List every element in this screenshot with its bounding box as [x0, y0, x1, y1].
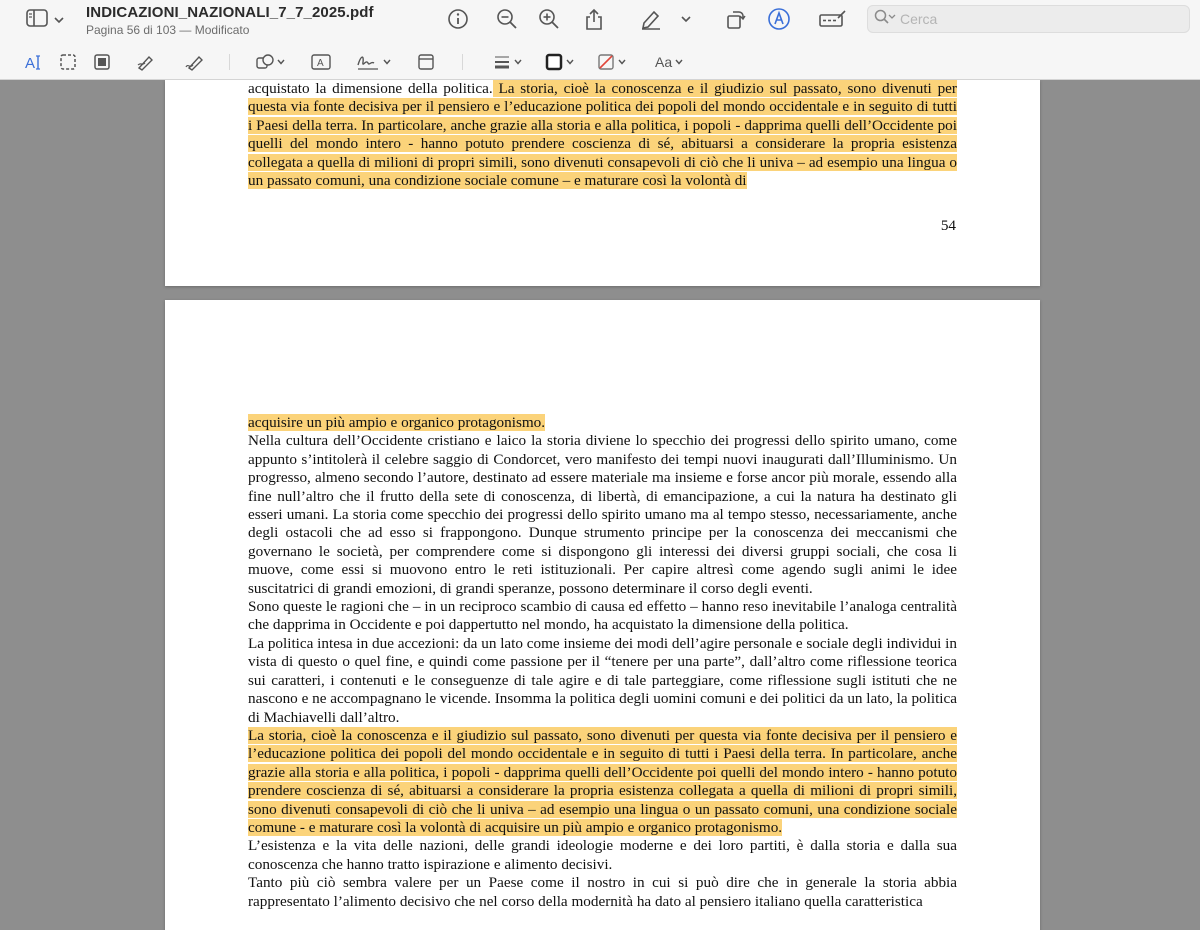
highlighted-text[interactable]: acquisire un più ampio e organico protagonismo.: [248, 414, 546, 431]
line-weight-icon: [493, 54, 511, 70]
highlighted-text[interactable]: La storia, cioè la conoscenza e il giudizio sul passato, sono divenuti per questa via fonte decisiva per il pensiero e l’educazione politica dei popoli del mondo occidentale e in seguito di tutti i Paesi della terra. In particolare, anche grazie alla storia e alla politica, i popoli - dapprima quelli dell’Occidente poi quelli del mondo intero - hanno potuto prendere coscienza di sé, abituarsi a considerare la propria esistenza collegata a quella di milioni di propri simili, sono divenuti consapevoli di ciò che li univa – ad esempio una lingua o un passato comuni, una condizione sociale comune – e maturare così la volontà di: [248, 80, 957, 190]
document-title: INDICAZIONI_NAZIONALI_7_7_2025.pdf: [86, 4, 374, 21]
pdf-page-55: [165, 300, 1040, 930]
info-icon: [447, 8, 469, 30]
paragraph: Nella cultura dell’Occidente cristiano e laico la storia diviene lo specchio dei progressi dello spirito umano, come appunto s’intitolerà il celebre saggio di Condorcet, vero manifesto dei tempi nuovi inaugurati dall’Illuminismo. Un progresso, almeno secondo l’autore, destinato ad essere materiale ma insieme e forse ancor più morale, essendo alla fine null’altro che il frutto della sete di conoscenza, di libertà, di emancipazione, a cui la natura ha destinato gli esseri umani. La storia come specchio dei progressi dello spirito umano ma al tempo stesso, necessariamente, anche degli ostacoli che ad esso si frappongono. Dunque strumento principe per la conoscenza dei meccanismi che governano le società, per comprendere come si dispongono gli interessi dei diversi gruppi sociali, che cosa li muove, come essi si muovono entro le reti istituzionali. Per capire altresì come agendo sugli animi le idee suscitatrici di grandi emozioni, di grandi speranze, possono determinare il corso degli eventi.: [248, 432, 957, 597]
text-box-tool[interactable]: [311, 51, 331, 73]
title-toolbar: [0, 0, 1200, 44]
svg-text:A: A: [317, 58, 324, 69]
search-input[interactable]: [900, 11, 1160, 27]
dashed-rectangle-icon: [59, 53, 77, 71]
paragraph: La politica intesa in due accezioni: da un lato come insieme dei modi dell’agire personale e sociale degli individui in vista di questo o quel fine, e quindi come passione per il “tenere per una parte”, dall’altro come riflessione teorica sui caratteri, i contenuti e le conseguenze di tale agire e di tale parteggiare, come riflessione sugli istituti che ne nascono e ne accompagnano le vicende. Insomma la politica degli uomini comuni e dei politici da un lato, la politica di Machiavelli dall’altro.: [248, 634, 957, 726]
paragraph: Sono queste le ragioni che – in un reciproco scambio di causa ed effetto – hanno reso inevitabile l’analoga centralità che dapprima in Occidente e poi dappertutto nel mondo, ha acquistato la dimensione della politica.: [248, 598, 957, 634]
page-number: 54: [940, 217, 956, 234]
chevron-down-icon: [566, 59, 574, 65]
share-icon: [584, 7, 604, 31]
document-title-block: [86, 4, 374, 37]
highlight-options-button[interactable]: [678, 6, 694, 32]
document-viewer[interactable]: [0, 80, 1200, 930]
draw-pen-icon: [184, 53, 204, 71]
chevron-down-icon: [681, 15, 691, 23]
fill-color-tool[interactable]: [597, 51, 626, 73]
chevron-down-icon: [514, 59, 522, 65]
border-color-icon: [545, 53, 563, 71]
chevron-down-icon: [383, 59, 391, 65]
form-fill-button[interactable]: [817, 6, 849, 32]
highlighted-text[interactable]: La storia, cioè la conoscenza e il giudizio sul passato, sono divenuti per questa via fonte decisiva per il pensiero e l’educazione politica dei popoli del mondo occidentale e in seguito di tutti i Paesi della terra. In particolare, anche grazie alla storia e alla politica, i popoli - dapprima quelli dell’Occidente poi quelli del mondo intero - hanno potuto prendere coscienza di sé, abituarsi a considerare la propria esistenza collegata a quella di milioni di propri simili, sono divenuti consapevoli di ciò che li univa – ad esempio una lingua o un passato comuni, una condizione sociale comune - e maturare così la volontà di acquisire un più ampio e organico protagonismo.: [248, 726, 957, 836]
note-window-icon: [417, 53, 435, 71]
shapes-tool[interactable]: [256, 51, 285, 73]
signature-tool[interactable]: [356, 51, 391, 73]
search-icon: [874, 9, 896, 30]
zoom-out-icon: [496, 8, 518, 30]
chevron-down-icon: [277, 59, 285, 65]
text-box-icon: [311, 54, 331, 70]
note-tool[interactable]: [417, 51, 435, 73]
text-style-tool[interactable]: [655, 51, 683, 73]
rotate-icon: [724, 8, 746, 30]
no-fill-icon: [597, 53, 615, 71]
paragraph-highlighted: [248, 727, 957, 837]
sidebar-icon: [26, 9, 48, 32]
paragraph: L’esistenza e la vita delle nazioni, delle grandi ideologie moderne e dei loro partiti, è dalla storia e dalla sua conoscenza che hanno tratto ispirazione e alimento decisivi.: [248, 837, 957, 873]
rotate-button[interactable]: [722, 6, 748, 32]
page-text: [248, 414, 957, 911]
rectangular-selection-tool[interactable]: [59, 51, 77, 73]
toolbar-divider: [462, 54, 463, 70]
info-button[interactable]: [445, 6, 471, 32]
document-subtitle: Pagina 56 di 103 — Modificato: [86, 23, 250, 37]
text-style-label: Aa: [655, 54, 673, 70]
shapes-icon: [256, 53, 274, 71]
text-cursor-icon: [24, 53, 42, 71]
zoom-in-button[interactable]: [536, 6, 562, 32]
highlight-button[interactable]: [638, 6, 664, 32]
markup-pen-circle-icon: [767, 7, 791, 31]
highlighter-pen-icon: [639, 8, 663, 30]
page-text: [248, 80, 957, 190]
text-selection-tool[interactable]: [24, 51, 42, 73]
markup-toolbar: [0, 44, 1200, 80]
toolbar-divider: [229, 54, 230, 70]
share-button[interactable]: [581, 6, 607, 32]
paragraph: Tanto più ciò sembra valere per un Paese come il nostro in cui si può dire che in generale la storia abbia rappresentato l’alimento decisivo che nel corso della modernità ha dato al pensiero italiano quella caratteristica: [248, 874, 957, 910]
svg-text:A: A: [25, 55, 36, 71]
shape-style-tool[interactable]: [493, 51, 522, 73]
chevron-down-icon: [675, 59, 683, 65]
sketch-pen-icon: [136, 53, 156, 71]
chevron-down-icon: [54, 11, 64, 29]
search-field[interactable]: [867, 5, 1190, 33]
redact-icon: [93, 53, 111, 71]
redact-tool[interactable]: [93, 51, 111, 73]
border-color-tool[interactable]: [545, 51, 574, 73]
sketch-tool[interactable]: [136, 51, 156, 73]
markup-button[interactable]: [766, 6, 792, 32]
chevron-down-icon: [618, 59, 626, 65]
form-fill-icon: [818, 8, 848, 30]
zoom-in-icon: [538, 8, 560, 30]
draw-tool[interactable]: [184, 51, 204, 73]
signature-icon: [356, 53, 380, 71]
zoom-out-button[interactable]: [494, 6, 520, 32]
page-text-segment: acquistato la dimensione della politica.: [248, 80, 493, 97]
pdf-page-54: [165, 80, 1040, 286]
page-text-lines: [248, 80, 957, 189]
sidebar-toggle-button[interactable]: [26, 9, 72, 31]
